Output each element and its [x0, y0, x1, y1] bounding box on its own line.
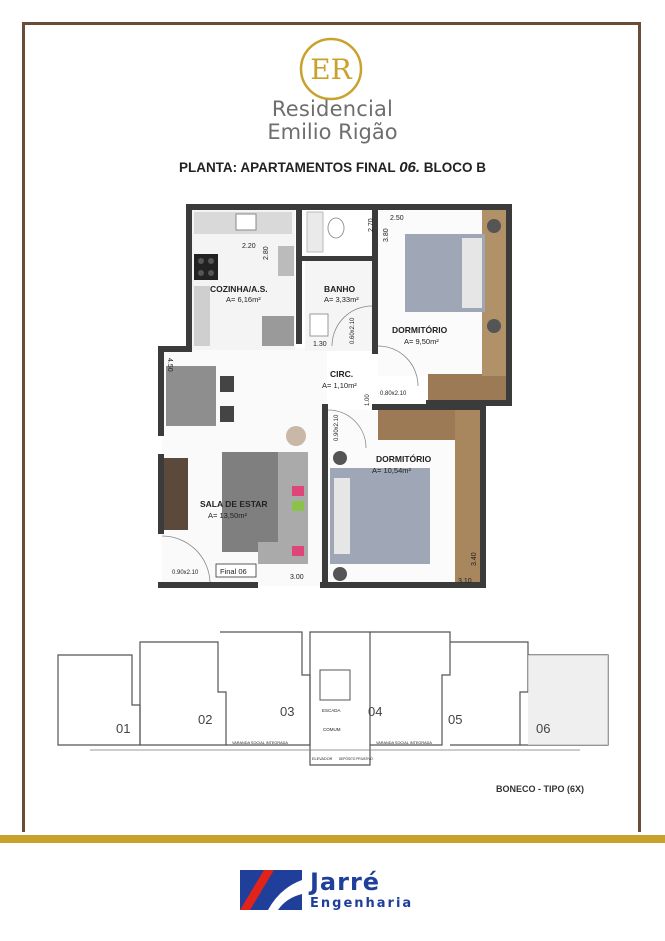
wall — [480, 406, 486, 588]
tv-rack-icon — [164, 458, 188, 530]
brand-name-line1: Residencial — [271, 97, 394, 121]
room-banho-area: A= 3,33m² — [324, 295, 359, 304]
nightstand-icon — [487, 319, 501, 333]
wall — [302, 204, 512, 210]
keyplan-labels — [116, 704, 550, 761]
wall — [506, 204, 512, 404]
room-circ-name: CIRC. — [330, 369, 354, 379]
room-circ-area: A= 1,10m² — [322, 381, 357, 390]
sink-icon — [236, 214, 256, 230]
wall — [322, 404, 328, 588]
dim-380: 3.80 — [383, 228, 390, 242]
plan-title-suffix: BLOCO B — [420, 160, 487, 175]
wall — [158, 346, 164, 436]
dim-310: 3.10 — [458, 578, 472, 585]
unit-outline-05 — [450, 642, 528, 745]
deposito-label: DEPÓSITO PRIVATIVO — [339, 757, 373, 761]
room-dormitorio2-area: A= 10,54m² — [372, 466, 411, 475]
unit-label-01: 01 — [116, 721, 131, 736]
wall — [186, 204, 192, 350]
wood-floor-strip — [428, 374, 510, 400]
company-sub: Engenharia — [310, 896, 414, 911]
nightstand-icon — [333, 451, 347, 465]
dining-table-icon — [166, 366, 216, 426]
room-dormitorio2-name: DORMITÓRIO — [376, 454, 432, 464]
unit-label-04: 04 — [368, 704, 383, 719]
room-cozinha-area: A= 6,16m² — [226, 295, 261, 304]
door-small-dim: 1.00 — [365, 394, 371, 406]
comum-label: COMUM — [323, 727, 341, 732]
wall — [158, 454, 164, 534]
toilet-icon — [328, 218, 344, 238]
cooktop-icon — [194, 254, 218, 280]
dim-270: 2.70 — [368, 218, 375, 232]
wall — [186, 204, 296, 210]
refrigerator-icon — [262, 316, 294, 346]
core-outline — [310, 632, 370, 765]
final-label: Final 06 — [220, 567, 247, 576]
burner — [208, 270, 214, 276]
room-dormitorio1-name: DORMITÓRIO — [392, 325, 448, 335]
burner — [198, 270, 204, 276]
burner — [198, 258, 204, 264]
plan-title — [120, 159, 545, 176]
counter-side — [194, 286, 210, 346]
wall — [302, 256, 372, 261]
unit-label-02: 02 — [198, 712, 213, 727]
unit-outline-03 — [220, 632, 310, 745]
wall — [296, 204, 302, 344]
unit-label-06: 06 — [536, 721, 551, 736]
wall — [158, 582, 258, 588]
pillow-icon — [334, 478, 350, 554]
stairs-icon — [320, 670, 350, 700]
washbasin-icon — [310, 314, 328, 336]
burner — [208, 258, 214, 264]
floor-plan — [150, 196, 530, 596]
escada-label: ESCADA — [322, 708, 341, 713]
dim-450: 4.50 — [166, 358, 173, 372]
cushion-icon — [292, 546, 304, 556]
door-banho-dim: 0.60x2.10 — [350, 317, 356, 344]
plan-title-prefix: PLANTA: APARTAMENTOS FINAL — [178, 160, 400, 175]
wardrobe-1 — [482, 208, 510, 376]
dim-250: 2.50 — [390, 215, 404, 222]
nightstand-icon — [333, 567, 347, 581]
jarre-logo-icon — [240, 870, 302, 910]
unit-outline-02 — [140, 642, 226, 745]
keyplan-walls — [58, 632, 608, 765]
dim-300: 3.00 — [290, 574, 304, 581]
room-banho-name: BANHO — [324, 284, 356, 294]
wall — [372, 404, 486, 410]
dim-220: 2.20 — [242, 243, 256, 250]
brand-name-line2: Emilio Rigão — [267, 120, 398, 144]
er-logo — [298, 36, 364, 102]
dim-340: 3.40 — [471, 552, 478, 566]
dim-280: 2.80 — [263, 246, 270, 260]
chair-icon — [220, 406, 234, 422]
room-dormitorio1-area: A= 9,50m² — [404, 337, 439, 346]
unit-label-05: 05 — [448, 712, 463, 727]
logo-letters: ER — [310, 53, 352, 86]
boneco-label: BONECO - TIPO (6X) — [495, 784, 584, 794]
cushion-icon — [292, 501, 304, 511]
plant-icon — [286, 426, 306, 446]
washing-machine-icon — [278, 246, 294, 276]
room-sala-area: A= 13,50m² — [208, 511, 247, 520]
key-plan — [40, 620, 630, 780]
varanda-right-label: VARANDA SOCIAL INTEGRADA — [376, 741, 432, 745]
nightstand-icon — [487, 219, 501, 233]
door-entry-dim: 0.90x2.10 — [172, 570, 199, 576]
cushion-icon — [292, 486, 304, 496]
company-name: Jarré — [310, 868, 381, 896]
chair-icon — [220, 376, 234, 392]
dim-130: 1.30 — [313, 341, 327, 348]
shower-icon — [307, 212, 323, 252]
banho-floor — [305, 261, 375, 351]
unit-label-03: 03 — [280, 704, 295, 719]
door-dorm2-dim: 0.90x2.10 — [334, 414, 340, 441]
plan-title-number: 06. — [399, 159, 421, 176]
door-dorm1-dim: 0.80x2.10 — [380, 391, 407, 397]
pillow-icon — [462, 238, 482, 308]
gold-divider — [0, 835, 665, 843]
room-sala-name: SALA DE ESTAR — [200, 499, 268, 509]
room-cozinha-name: COZINHA/A.S. — [210, 284, 268, 294]
varanda-left-label: VARANDA SOCIAL INTEGRADA — [232, 741, 288, 745]
unit-outline-04 — [370, 632, 450, 745]
elevador-label: ELEVADOR — [312, 757, 333, 761]
